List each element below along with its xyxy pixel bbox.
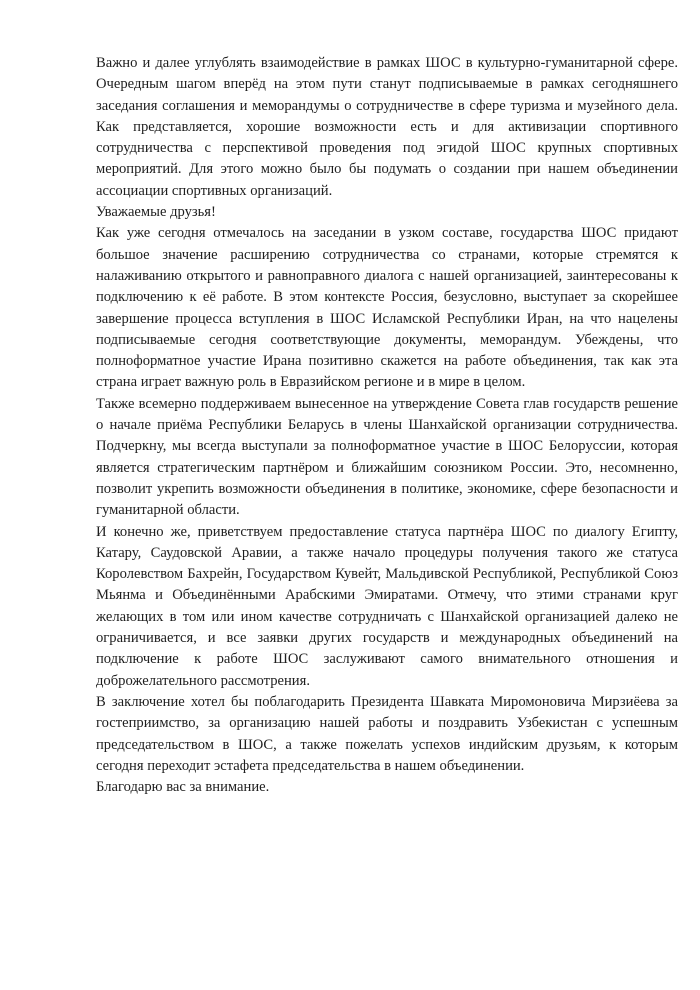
paragraph-belarus-membership: Также всемерно поддерживаем вынесенное на утверждение Совета глав государств решение о начале приёма Республики Беларусь в члены Шанхайской организации сотрудничества. Подчеркну, мы всегда выступали за полноформатное участие в ШОС Белоруссии, которая является стратегическим партнёром и ближайшим союзником России. Это, несомненно, позволит укрепить возможности объединения в политике, экономике, сфере безопасности и гуманитарной области. <box>96 395 678 519</box>
paragraph-salutation: Уважаемые друзья! <box>96 204 216 221</box>
paragraph-culture: Важно и далее углублять взаимодействие в рамках ШОС в культурно-гуманитарной сфере. Очередным шагом вперёд на этом пути станут подписываемые в рамках сегодняшнего заседания соглашения и меморандумы о сотрудничестве в сфере туризма и музейного дела. Как представляется, хорошие возможности есть и для активизации спортивного сотрудничества с перспективой проведения под эгидой ШОС крупных спортивных мероприятий. Для этого можно было бы подумать о создании при нашем объединении ассоциации спортивных организаций. <box>96 55 678 199</box>
paragraph-closing-thanks: В заключение хотел бы поблагодарить Президента Шавката Миромоновича Мирзиёева за гостеприимство, за организацию нашей работы и поздравить Узбекистан с успешным председательством в ШОС, а также пожелать успехов индийским друзьям, к которым сегодня переходит эстафета председательства в нашем объединении. <box>96 693 678 774</box>
paragraph-iran-accession: Как уже сегодня отмечалось на заседании в узком составе, государства ШОС придают большое значение расширению сотрудничества со странами, которые стремятся к налаживанию открытого и равноправного диалога с нашей организацией, заинтересованы к подключению к её работе. В этом контексте Россия, безусловно, выступает за скорейшее завершение процесса вступления в ШОС Исламской Республики Иран, на что нацелены подписываемые сегодня соответствующие документы, меморандум. Убеждены, что полноформатное участие Ирана позитивно скажется на работе объединения, так как эта страна играет важную роль в Евразийском регионе и в мире в целом. <box>96 225 678 391</box>
document-text-block <box>96 53 678 798</box>
paragraph-final-thanks: Благодарю вас за внимание. <box>96 779 270 796</box>
paragraph-dialogue-partners: И конечно же, приветствуем предоставление статуса партнёра ШОС по диалогу Египту, Катару, Саудовской Аравии, а также начало процедуры получения такого же статуса Королевством Бахрейн, Государством Кувейт, Мальдивской Республикой, Республикой Союз Мьянма и Объединёнными Арабскими Эмиратами. Отмечу, что этими странами круг желающих в том или ином качестве сотрудничать с Шанхайской организацией далеко не ограничивается, и все заявки других государств и международных объединений на подключение к работе ШОС заслуживают самого внимательного отношения и доброжелательного рассмотрения. <box>96 523 678 689</box>
